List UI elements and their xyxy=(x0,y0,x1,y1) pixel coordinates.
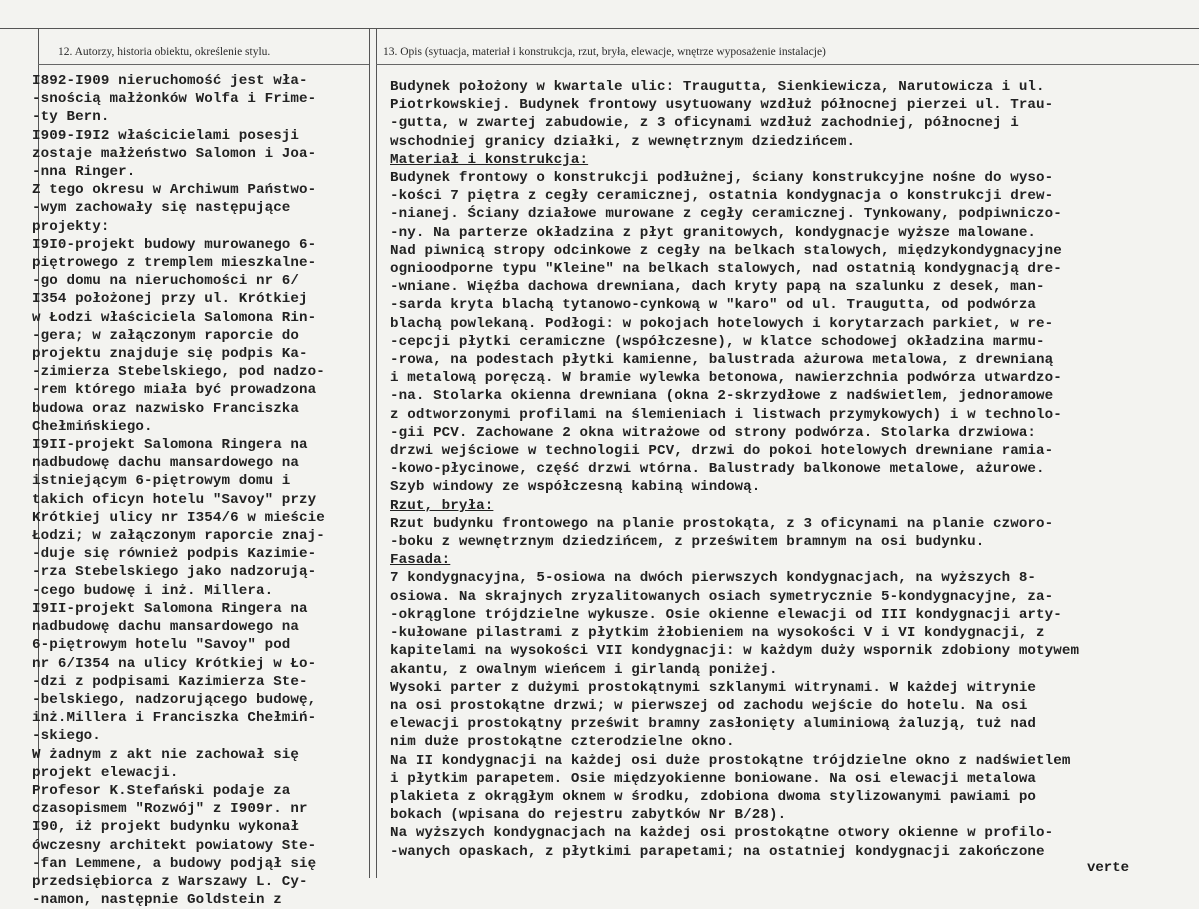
text-line: -belskiego, nadzorującego budowę, xyxy=(32,691,317,708)
text-line: Szyb windowy ze współczesną kabiną windową. xyxy=(390,479,761,496)
text-line: -cepcji płytki ceramiczne (współczesne), w klatce schodowej okładzina marmu- xyxy=(390,333,1045,350)
text-line: zostaje małżeństwo Salomon i Joa- xyxy=(32,145,317,162)
text-line: przedsiębiorca z Warszawy L. Cy- xyxy=(32,873,308,890)
text-line: bokach (wpisana do rejestru zabytków Nr B/28). xyxy=(390,807,787,824)
text-line: inż.Millera i Franciszka Chełmiń- xyxy=(32,710,317,727)
text-line: Budynek frontowy o konstrukcji podłużnej, ściany konstrukcyjne nośne do wyso- xyxy=(390,170,1054,187)
text-line: w Łodzi właściciela Salomona Rin- xyxy=(32,309,317,326)
text-line: Na wyższych kondygnacjach na każdej osi prostokątne otwory okienne w profilo- xyxy=(390,825,1054,842)
text-line: -gera; w załączonym raporcie do xyxy=(32,327,300,344)
text-line: -snością małżonków Wolfa i Frime- xyxy=(32,91,317,108)
text-line: nr 6/I354 na ulicy Krótkiej w Ło- xyxy=(32,655,317,672)
text-line: blachą powlekaną. Podłogi: w pokojach hotelowych i korytarzach parkiet, w re- xyxy=(390,315,1054,332)
text-line: -gutta, w zwartej zabudowie, z 3 oficynami wzdłuż zachodniej, północnej i xyxy=(390,115,1019,132)
text-line: -sarda kryta blachą tytanowo-cynkową w "karo" od ul. Traugutta, od podwórza xyxy=(390,297,1037,314)
text-line: ówczesny architekt powiatowy Ste- xyxy=(32,837,317,854)
section-title: Rzut, bryła: xyxy=(390,497,494,514)
text-line: 7 kondygnacyjna, 5-osiowa na dwóch pierwszych kondygnacjach, na wyższych 8- xyxy=(390,570,1037,587)
text-line: -namon, następnie Goldstein z xyxy=(32,892,282,909)
text-line: Z tego okresu w Archiwum Państwo- xyxy=(32,182,317,199)
text-line: plakieta z okrągłym oknem w środku, zdobiona dwoma stylizowanymi pawiami po xyxy=(390,788,1037,805)
text-line: Profesor K.Stefański podaje za xyxy=(32,782,291,799)
text-line: akantu, z owalnym wieńcem i girlandą poniżej. xyxy=(390,661,778,678)
text-line: drzwi wejściowe w technologii PCV, drzwi do pokoi hotelowych drewniane ramia- xyxy=(390,443,1054,460)
text-line: takich oficyn hotelu "Savoy" przy xyxy=(32,491,317,508)
column-divider-line xyxy=(369,28,370,878)
text-line: -kowo-płycinowe, część drzwi wtórna. Balustrady balkonowe metalowe, ażurowe. xyxy=(390,461,1045,478)
text-line: -go domu na nieruchomości nr 6/ xyxy=(32,273,300,290)
text-line: nim duże prostokątne czterodzielne okno. xyxy=(390,734,735,751)
text-line: -wanych opaskach, z płytkimi parapetami; na ostatniej kondygnacji zakończone xyxy=(390,843,1045,860)
section-title: Materiał i konstrukcja: xyxy=(390,151,589,168)
text-line: Na II kondygnacji na każdej osi duże prostokątne trójdzielne okno z nadświetlem xyxy=(390,752,1071,769)
text-line: i metalową poręczą. W bramie wylewka betonowa, nawierzchnia podwórza utwardzo- xyxy=(390,370,1062,387)
text-line: I909-I9I2 właścicielami posesji xyxy=(32,127,300,144)
left-header-rule xyxy=(38,64,369,65)
section-title: Fasada: xyxy=(390,552,451,569)
text-line: -nianej. Ściany działowe murowane z cegły ceramicznej. Tynkowany, podpiwniczo- xyxy=(390,206,1062,223)
text-line: elewacji prostokątny prześwit bramny zasłonięty aluminiową żaluzją, tuż nad xyxy=(390,716,1037,733)
left-column-text xyxy=(32,72,368,909)
text-line: ognioodporne typu "Kleine" na belkach stalowych, nad ostatnią kondygnacją dre- xyxy=(390,261,1062,278)
text-line: -na. Stolarka okienna drewniana (okna 2-skrzydłowe z nadświetlem, jednoramowe xyxy=(390,388,1054,405)
text-line: -duje się również podpis Kazimie- xyxy=(32,546,317,563)
text-line: I9II-projekt Salomona Ringera na xyxy=(32,437,308,454)
text-line: I892-I909 nieruchomość jest wła- xyxy=(32,73,308,89)
text-line: wschodniej granicy działki, z wewnętrznym dziedzińcem. xyxy=(390,133,856,150)
text-line: -ny. Na parterze okładzina z płyt granitowych, kondygnacje wyższe malowane. xyxy=(390,224,1037,241)
text-line: istniejącym 6-piętrowym domu i xyxy=(32,473,291,490)
text-line: projekty: xyxy=(32,218,110,235)
text-line: I9II-projekt Salomona Ringera na xyxy=(32,600,308,617)
text-line: budowa oraz nazwisko Franciszka xyxy=(32,400,300,417)
text-line: czasopismem "Rozwój" z I909r. nr xyxy=(32,801,308,818)
text-line: I9I0-projekt budowy murowanego 6- xyxy=(32,236,317,253)
text-line: kapitelami na wysokości VII kondygnacji: w każdym duży wspornik zdobiony motywem xyxy=(390,643,1080,660)
text-line: piętrowego z tremplem mieszkalne- xyxy=(32,255,317,272)
text-line: -wym zachowały się następujące xyxy=(32,200,291,217)
text-line: nadbudowę dachu mansardowego na xyxy=(32,619,300,636)
text-line: -gii PCV. Zachowane 2 okna witrażowe od strony podwórza. Stolarka drzwiowa: xyxy=(390,424,1037,441)
right-header-rule xyxy=(376,64,1199,65)
column-divider-line-2 xyxy=(376,28,377,878)
text-line: na osi prostokątne drzwi; w pierwszej od zachodu wejście do hotelu. Na osi xyxy=(390,697,1028,714)
text-line: Piotrkowskiej. Budynek frontowy usytuowany wzdłuż północnej pierzei ul. Trau- xyxy=(390,97,1054,114)
right-column-header: 13. Opis (sytuacja, materiał i konstrukcja, rzut, bryła, elewacje, wnętrze wyposażenie instalacje) xyxy=(383,46,826,58)
text-line: -nna Ringer. xyxy=(32,164,136,181)
text-line: -rza Stebelskiego jako nadzorują- xyxy=(32,564,317,581)
text-line: -boku z wewnętrznym dziedzińcem, z prześwitem bramnym na osi budynku. xyxy=(390,534,985,551)
text-line: 6-piętrowym hotelu "Savoy" pod xyxy=(32,637,291,654)
text-line: -fan Lemmene, a budowy podjął się xyxy=(32,855,317,872)
text-line: W żadnym z akt nie zachował się xyxy=(32,746,300,763)
text-line: nadbudowę dachu mansardowego na xyxy=(32,455,300,472)
text-line: Chełmińskiego. xyxy=(32,418,153,435)
text-line: Wysoki parter z dużymi prostokątnymi szklanymi witrynami. W każdej witrynie xyxy=(390,679,1037,696)
left-column-header: 12. Autorzy, historia obiektu, określenie stylu. xyxy=(58,46,271,58)
right-column-text xyxy=(390,78,1198,861)
text-line: -rem którego miała być prowadzona xyxy=(32,382,317,399)
text-line: -rowa, na podestach płytki kamienne, balustrada ażurowa metalowa, z drewnianą xyxy=(390,352,1054,369)
text-line: -ty Bern. xyxy=(32,109,110,126)
text-line: I90, iż projekt budynku wykonał xyxy=(32,819,300,836)
text-line: Krótkiej ulicy nr I354/6 w mieście xyxy=(32,509,325,526)
text-line: Budynek położony w kwartale ulic: Traugutta, Sienkiewicza, Narutowicza i ul. xyxy=(390,79,1045,95)
text-line: -dzi z podpisami Kazimierza Ste- xyxy=(32,673,308,690)
text-line: -skiego. xyxy=(32,728,101,745)
text-line: osiowa. Na skrajnych zryzalitowanych osiach symetrycznie 5-kondygnacyjne, za- xyxy=(390,588,1054,605)
text-line: I354 położonej przy ul. Krótkiej xyxy=(32,291,308,308)
top-border-line xyxy=(0,28,1199,29)
text-line: -wniane. Więźba dachowa drewniana, dach kryty papą na szalunku z desek, man- xyxy=(390,279,1045,296)
text-line: Łodzi; w załączonym raporcie znaj- xyxy=(32,528,325,545)
text-line: -cego budowę i inż. Millera. xyxy=(32,582,274,599)
text-line: -kułowane pilastrami z płytkim żłobieniem na wysokości V i VI kondygnacji, z xyxy=(390,625,1045,642)
text-line: projekt elewacji. xyxy=(32,764,179,781)
text-line: -okrąglone trójdzielne wykusze. Osie okienne elewacji od III kondygnacji arty- xyxy=(390,606,1062,623)
text-line: Rzut budynku frontowego na planie prostokąta, z 3 oficynami na planie czworo- xyxy=(390,515,1054,532)
text-line: z odtworzonymi profilami na ślemieniach i listwach przymykowych) i w technolo- xyxy=(390,406,1062,423)
text-line: Nad piwnicą stropy odcinkowe z cegły na belkach stalowych, międzykondygnacyjne xyxy=(390,242,1062,259)
text-line: -kości 7 piętra z cegły ceramicznej, ostatnia kondygnacja o konstrukcji drew- xyxy=(390,188,1054,205)
text-line: i płytkim parapetem. Osie międzyokienne boniowane. Na osi elewacji metalowa xyxy=(390,770,1037,787)
text-line: projektu znajduje się podpis Ka- xyxy=(32,346,308,363)
verte-note: verte xyxy=(1086,860,1129,876)
text-line: -zimierza Stebelskiego, pod nadzo- xyxy=(32,364,325,381)
